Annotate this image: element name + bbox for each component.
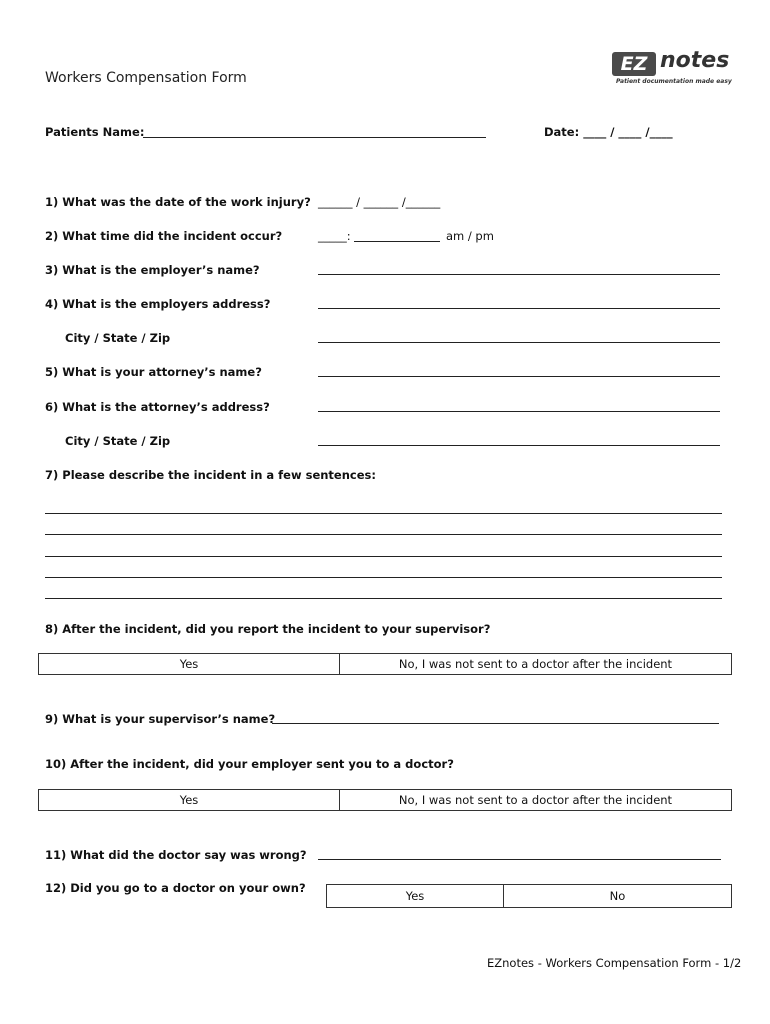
eznotes-logo — [612, 44, 732, 92]
question-2-minute-field[interactable] — [354, 241, 440, 242]
question-5-field[interactable] — [318, 376, 720, 377]
question-3-label: 3) What is the employer’s name? — [45, 263, 260, 277]
question-7-label: 7) Please describe the incident in a few sentences: — [45, 468, 376, 482]
question-10-no-option[interactable]: No, I was not sent to a doctor after the incident — [340, 790, 732, 811]
question-8-no-option[interactable]: No, I was not sent to a doctor after the incident — [340, 654, 732, 675]
question-7-line-1[interactable] — [45, 513, 722, 514]
question-6-field[interactable] — [318, 411, 720, 412]
question-6-city-label: City / State / Zip — [65, 434, 171, 448]
question-7-line-5[interactable] — [45, 598, 722, 599]
question-12-label: 12) Did you go to a doctor on your own? — [45, 881, 306, 895]
question-2-label: 2) What time did the incident occur? — [45, 229, 283, 243]
question-6-label: 6) What is the attorney’s address? — [45, 400, 270, 414]
question-8-label: 8) After the incident, did you report the incident to your supervisor? — [45, 622, 491, 636]
question-12-choices — [326, 884, 732, 908]
question-11-label: 11) What did the doctor say was wrong? — [45, 848, 307, 862]
question-2-ampm: am / pm — [446, 229, 494, 243]
question-4-city-label: City / State / Zip — [65, 331, 171, 345]
question-1-label: 1) What was the date of the work injury? — [45, 195, 311, 209]
patient-name-label: Patients Name: — [45, 125, 145, 139]
question-8-yes-option[interactable]: Yes — [39, 654, 340, 675]
question-8-choices — [38, 653, 732, 675]
page-title: Workers Compensation Form — [45, 70, 247, 86]
question-7-line-4[interactable] — [45, 577, 722, 578]
logo-notes-text: notes — [660, 48, 730, 73]
question-10-yes-option[interactable]: Yes — [39, 790, 340, 811]
question-11-field[interactable] — [318, 859, 721, 860]
question-9-field[interactable] — [272, 723, 719, 724]
question-9-label: 9) What is your supervisor’s name? — [45, 712, 276, 726]
question-7-line-3[interactable] — [45, 556, 722, 557]
question-1-date-field[interactable]: ______ / ______ /______ — [318, 195, 441, 209]
question-10-choices — [38, 789, 732, 811]
logo-ez-mark: EZ — [612, 52, 656, 76]
patient-name-field[interactable] — [143, 137, 486, 138]
logo-tagline: Patient documentation made easy — [616, 78, 732, 85]
question-4-field[interactable] — [318, 308, 720, 309]
question-6-city-field[interactable] — [318, 445, 720, 446]
question-10-label: 10) After the incident, did your employer sent you to a doctor? — [45, 757, 454, 771]
question-2-hour-field[interactable]: _____: — [318, 229, 351, 243]
page-footer: EZnotes - Workers Compensation Form - 1/2 — [487, 956, 742, 970]
question-12-yes-option[interactable]: Yes — [327, 885, 504, 908]
question-5-label: 5) What is your attorney’s name? — [45, 365, 262, 379]
question-4-city-field[interactable] — [318, 342, 720, 343]
question-4-label: 4) What is the employers address? — [45, 297, 271, 311]
date-label[interactable]: Date: ____ / ____ /____ — [544, 125, 673, 139]
question-7-line-2[interactable] — [45, 534, 722, 535]
question-3-field[interactable] — [318, 274, 720, 275]
question-12-no-option[interactable]: No — [504, 885, 732, 908]
